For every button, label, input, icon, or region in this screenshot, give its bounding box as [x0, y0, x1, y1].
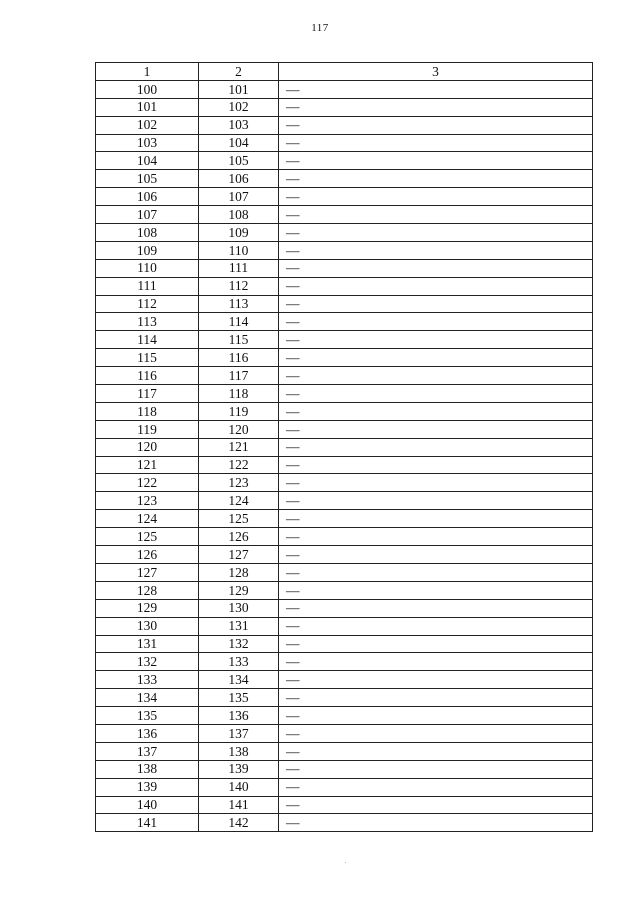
- cell-col2: 111: [199, 259, 279, 277]
- table-row: [96, 134, 593, 152]
- cell-col1: 129: [96, 599, 199, 617]
- table-row: [96, 331, 593, 349]
- cell-col2: 103: [199, 116, 279, 134]
- cell-col3: —: [279, 671, 593, 689]
- cell-col3: —: [279, 134, 593, 152]
- table-row: [96, 188, 593, 206]
- table-row: [96, 599, 593, 617]
- cell-col2: 113: [199, 295, 279, 313]
- cell-col2: 135: [199, 689, 279, 707]
- cell-col2: 122: [199, 456, 279, 474]
- cell-col3: —: [279, 760, 593, 778]
- table-row: [96, 778, 593, 796]
- cell-col1: 140: [96, 796, 199, 814]
- cell-col1: 132: [96, 653, 199, 671]
- cell-col1: 128: [96, 581, 199, 599]
- page-number: 117: [311, 22, 329, 34]
- cell-col2: 124: [199, 492, 279, 510]
- table-row: [96, 98, 593, 116]
- cell-col1: 141: [96, 814, 199, 832]
- cell-col1: 124: [96, 510, 199, 528]
- cell-col3: —: [279, 563, 593, 581]
- cell-col1: 138: [96, 760, 199, 778]
- cell-col2: 134: [199, 671, 279, 689]
- cell-col2: 125: [199, 510, 279, 528]
- cell-col1: 130: [96, 617, 199, 635]
- cell-col2: 136: [199, 707, 279, 725]
- cell-col3: —: [279, 796, 593, 814]
- cell-col1: 119: [96, 420, 199, 438]
- cell-col1: 135: [96, 707, 199, 725]
- cell-col3: —: [279, 689, 593, 707]
- cell-col2: 112: [199, 277, 279, 295]
- table-row: [96, 367, 593, 385]
- cell-col3: —: [279, 277, 593, 295]
- cell-col2: 101: [199, 80, 279, 98]
- cell-col3: —: [279, 707, 593, 725]
- table-row: [96, 707, 593, 725]
- table-row: [96, 492, 593, 510]
- cell-col2: 108: [199, 206, 279, 224]
- table-row: [96, 224, 593, 242]
- cell-col3: —: [279, 635, 593, 653]
- table-body: [96, 80, 593, 831]
- table-row: [96, 402, 593, 420]
- cell-col3: —: [279, 98, 593, 116]
- table-row: [96, 742, 593, 760]
- cell-col3: —: [279, 617, 593, 635]
- cell-col1: 115: [96, 349, 199, 367]
- table-row: [96, 349, 593, 367]
- cell-col3: —: [279, 259, 593, 277]
- cell-col3: —: [279, 546, 593, 564]
- table-header: [96, 63, 593, 81]
- cell-col2: 140: [199, 778, 279, 796]
- cell-col2: 137: [199, 724, 279, 742]
- cell-col1: 114: [96, 331, 199, 349]
- cell-col3: —: [279, 349, 593, 367]
- cell-col3: —: [279, 295, 593, 313]
- table-row: [96, 635, 593, 653]
- cell-col3: —: [279, 492, 593, 510]
- cell-col3: —: [279, 474, 593, 492]
- table-row: [96, 528, 593, 546]
- table-row: [96, 796, 593, 814]
- cell-col2: 123: [199, 474, 279, 492]
- cell-col2: 102: [199, 98, 279, 116]
- cell-col3: —: [279, 420, 593, 438]
- table-row: [96, 814, 593, 832]
- cell-col3: —: [279, 653, 593, 671]
- column-header-2: 2: [199, 63, 279, 81]
- table-row: [96, 617, 593, 635]
- table-row: [96, 295, 593, 313]
- cell-col1: 100: [96, 80, 199, 98]
- cell-col2: 138: [199, 742, 279, 760]
- cell-col3: —: [279, 510, 593, 528]
- scan-speck: [345, 862, 346, 863]
- cell-col3: —: [279, 80, 593, 98]
- cell-col1: 116: [96, 367, 199, 385]
- column-header-1: 1: [96, 63, 199, 81]
- table-row: [96, 152, 593, 170]
- cell-col2: 132: [199, 635, 279, 653]
- table-row: [96, 116, 593, 134]
- cell-col3: —: [279, 188, 593, 206]
- cell-col2: 117: [199, 367, 279, 385]
- table-row: [96, 80, 593, 98]
- cell-col1: 109: [96, 241, 199, 259]
- cell-col3: —: [279, 528, 593, 546]
- cell-col1: 126: [96, 546, 199, 564]
- table-row: [96, 259, 593, 277]
- cell-col2: 133: [199, 653, 279, 671]
- table-row: [96, 385, 593, 403]
- cell-col1: 107: [96, 206, 199, 224]
- cell-col1: 123: [96, 492, 199, 510]
- cell-col2: 121: [199, 438, 279, 456]
- table-row: [96, 170, 593, 188]
- cell-col2: 109: [199, 224, 279, 242]
- cell-col1: 101: [96, 98, 199, 116]
- cell-col1: 113: [96, 313, 199, 331]
- cell-col3: —: [279, 724, 593, 742]
- cell-col1: 137: [96, 742, 199, 760]
- cell-col3: —: [279, 116, 593, 134]
- cell-col1: 131: [96, 635, 199, 653]
- table-row: [96, 420, 593, 438]
- cell-col3: —: [279, 456, 593, 474]
- cell-col2: 110: [199, 241, 279, 259]
- cell-col3: —: [279, 170, 593, 188]
- cell-col3: —: [279, 438, 593, 456]
- table-row: [96, 313, 593, 331]
- cell-col3: —: [279, 402, 593, 420]
- cell-col1: 133: [96, 671, 199, 689]
- cell-col2: 104: [199, 134, 279, 152]
- header-row: [96, 63, 593, 81]
- cell-col3: —: [279, 224, 593, 242]
- cell-col3: —: [279, 313, 593, 331]
- data-table: [95, 62, 593, 832]
- cell-col2: 130: [199, 599, 279, 617]
- cell-col2: 129: [199, 581, 279, 599]
- cell-col2: 114: [199, 313, 279, 331]
- cell-col3: —: [279, 331, 593, 349]
- cell-col1: 134: [96, 689, 199, 707]
- table-row: [96, 456, 593, 474]
- cell-col1: 139: [96, 778, 199, 796]
- cell-col1: 108: [96, 224, 199, 242]
- cell-col3: —: [279, 742, 593, 760]
- cell-col1: 122: [96, 474, 199, 492]
- cell-col1: 121: [96, 456, 199, 474]
- cell-col3: —: [279, 367, 593, 385]
- cell-col2: 105: [199, 152, 279, 170]
- cell-col2: 120: [199, 420, 279, 438]
- table-row: [96, 438, 593, 456]
- cell-col3: —: [279, 581, 593, 599]
- table-row: [96, 206, 593, 224]
- table-row: [96, 546, 593, 564]
- cell-col3: —: [279, 385, 593, 403]
- cell-col2: 139: [199, 760, 279, 778]
- table-row: [96, 760, 593, 778]
- cell-col2: 142: [199, 814, 279, 832]
- cell-col1: 120: [96, 438, 199, 456]
- cell-col2: 107: [199, 188, 279, 206]
- cell-col1: 106: [96, 188, 199, 206]
- column-header-3: 3: [279, 63, 593, 81]
- cell-col3: —: [279, 599, 593, 617]
- cell-col1: 125: [96, 528, 199, 546]
- cell-col3: —: [279, 152, 593, 170]
- cell-col3: —: [279, 241, 593, 259]
- table-row: [96, 689, 593, 707]
- cell-col2: 141: [199, 796, 279, 814]
- table-row: [96, 241, 593, 259]
- cell-col2: 131: [199, 617, 279, 635]
- table-row: [96, 510, 593, 528]
- cell-col2: 127: [199, 546, 279, 564]
- cell-col1: 117: [96, 385, 199, 403]
- cell-col3: —: [279, 778, 593, 796]
- cell-col3: —: [279, 206, 593, 224]
- cell-col2: 116: [199, 349, 279, 367]
- cell-col2: 119: [199, 402, 279, 420]
- table-row: [96, 581, 593, 599]
- cell-col1: 103: [96, 134, 199, 152]
- cell-col1: 102: [96, 116, 199, 134]
- table-row: [96, 653, 593, 671]
- cell-col1: 110: [96, 259, 199, 277]
- table-row: [96, 474, 593, 492]
- table-row: [96, 277, 593, 295]
- cell-col1: 136: [96, 724, 199, 742]
- cell-col1: 104: [96, 152, 199, 170]
- cell-col2: 106: [199, 170, 279, 188]
- cell-col1: 112: [96, 295, 199, 313]
- cell-col2: 128: [199, 563, 279, 581]
- table-row: [96, 563, 593, 581]
- table-row: [96, 671, 593, 689]
- cell-col2: 118: [199, 385, 279, 403]
- cell-col2: 126: [199, 528, 279, 546]
- cell-col2: 115: [199, 331, 279, 349]
- cell-col1: 118: [96, 402, 199, 420]
- cell-col1: 105: [96, 170, 199, 188]
- cell-col1: 127: [96, 563, 199, 581]
- table-row: [96, 724, 593, 742]
- cell-col3: —: [279, 814, 593, 832]
- cell-col1: 111: [96, 277, 199, 295]
